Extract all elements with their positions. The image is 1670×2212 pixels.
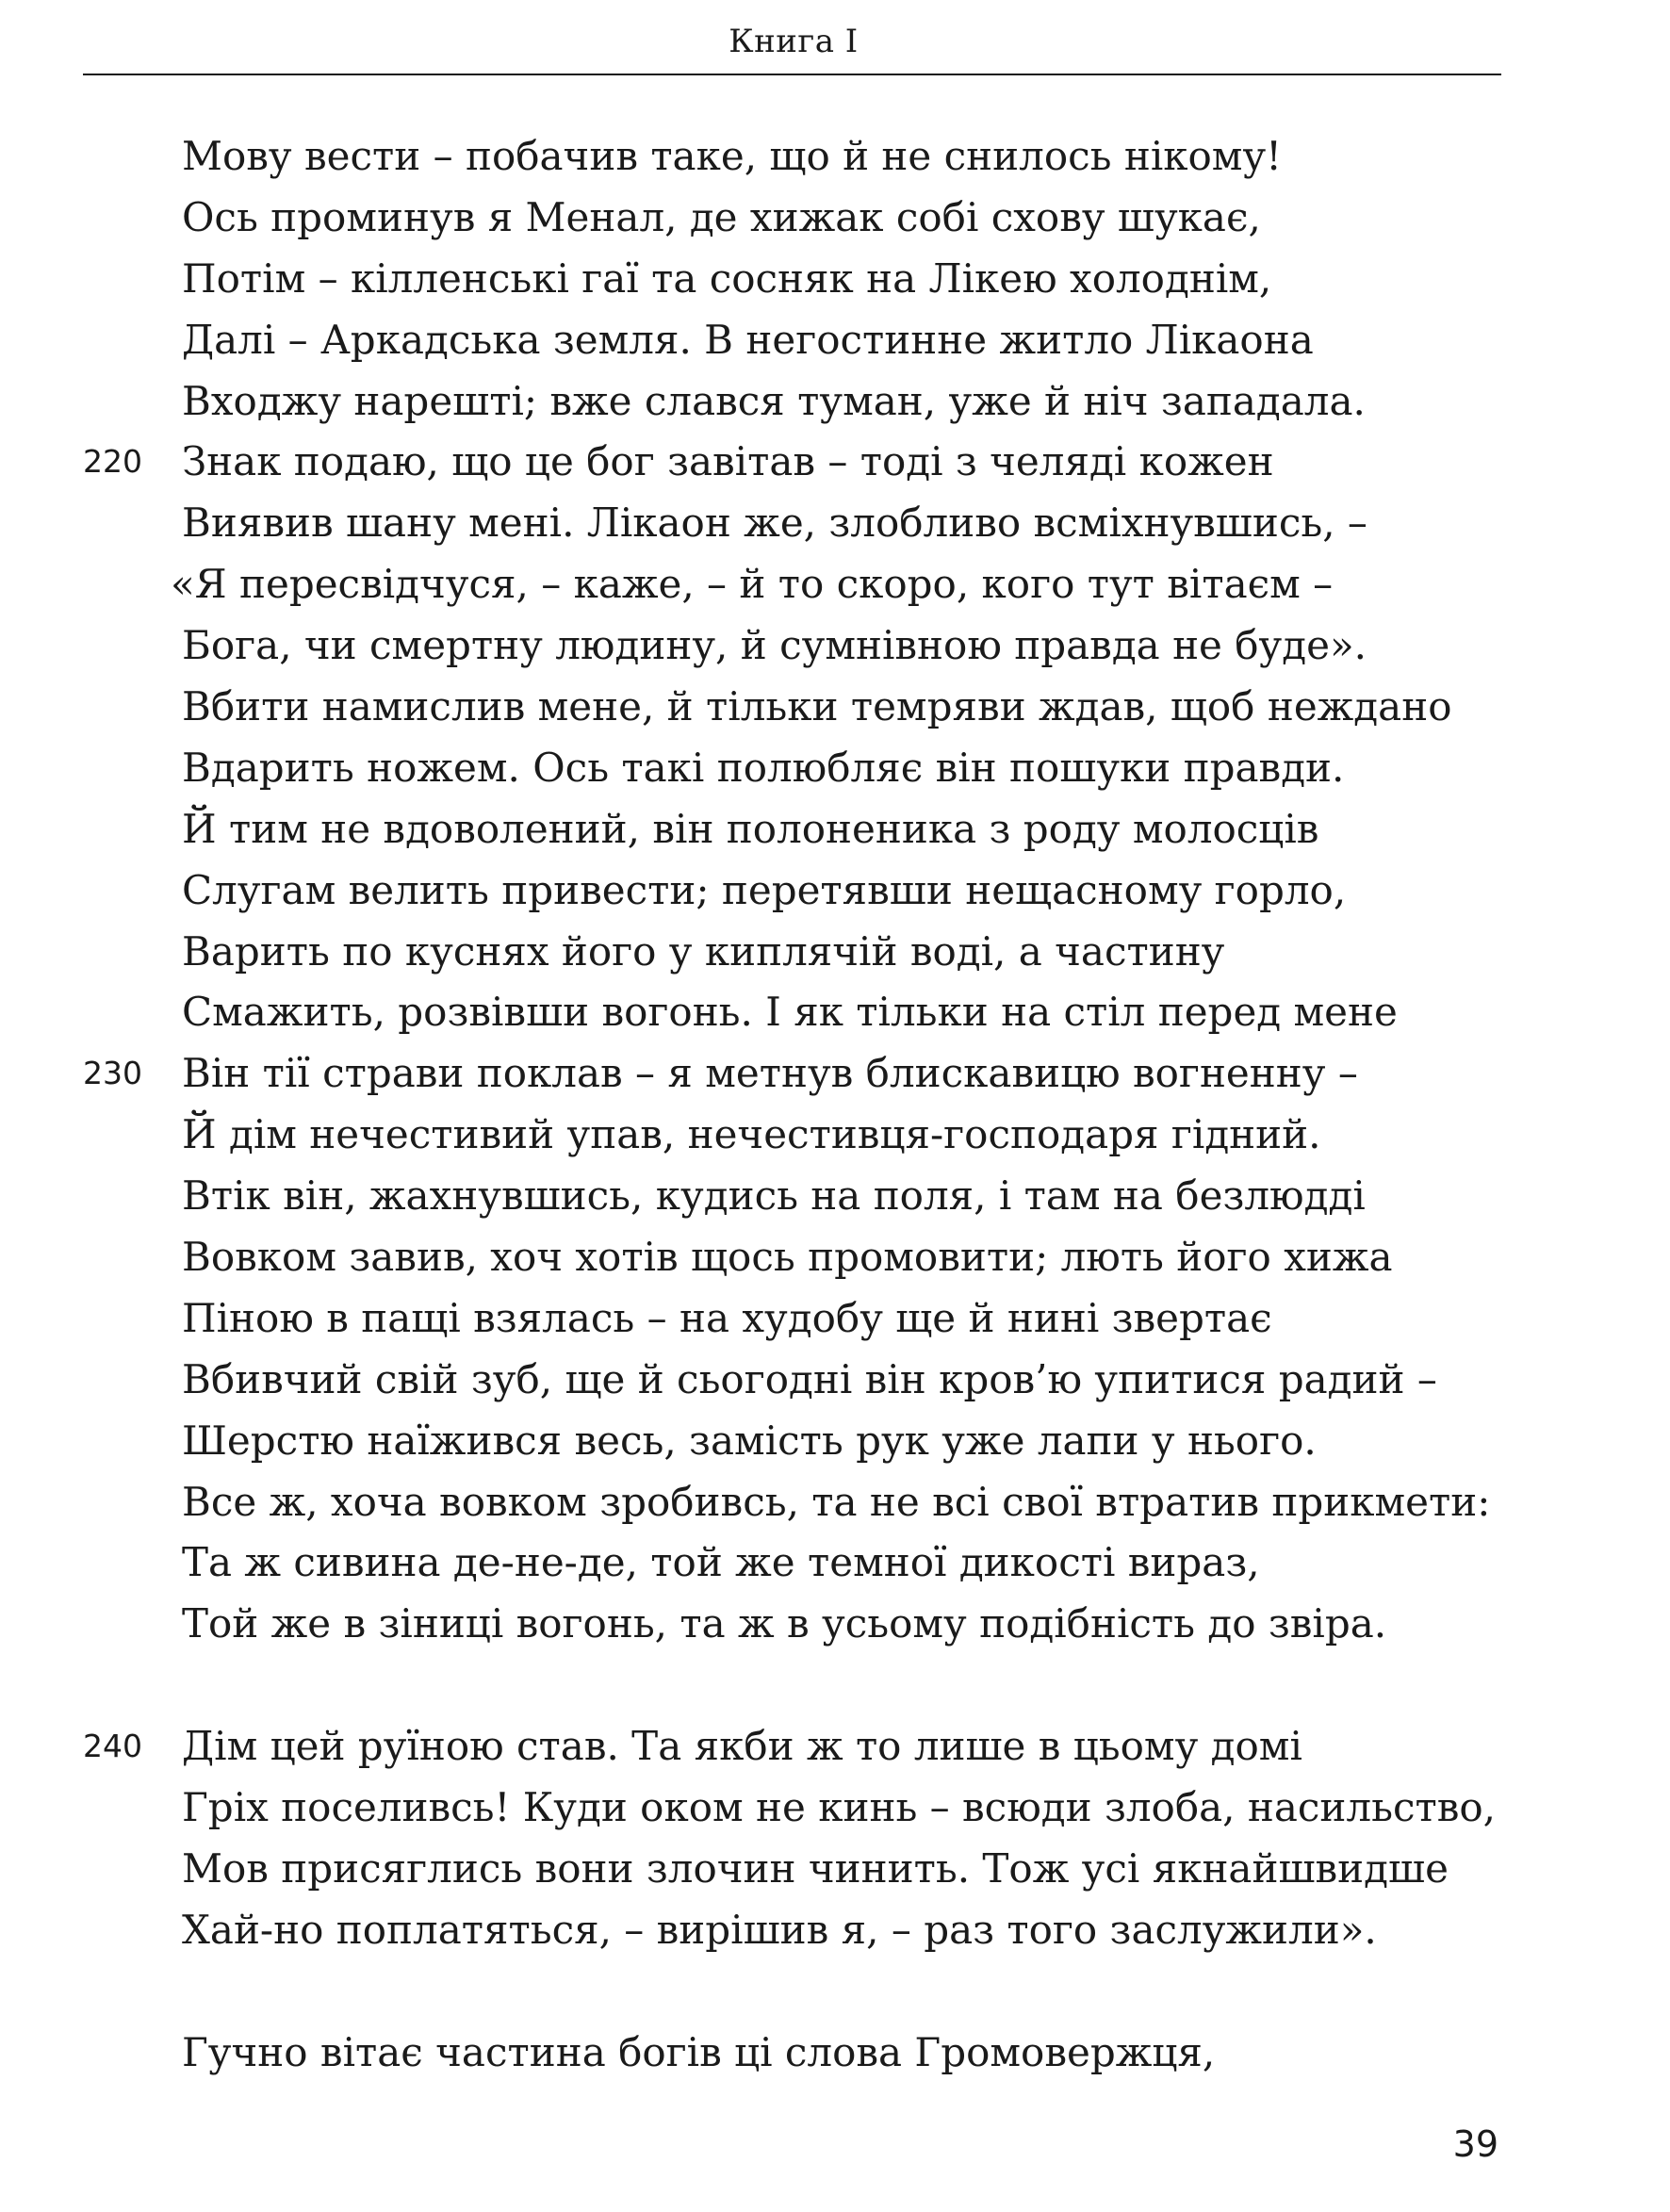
verse-line: Вбити намислив мене, й тільки темряви ждав, щоб неждано [182, 683, 1452, 730]
verse-line: Далі – Аркадська земля. В негостинне житло Лікаона [182, 316, 1314, 363]
verse-line: 220 Знак подаю, що це бог завітав – тоді з челяді кожен [182, 432, 1520, 493]
verse-line: Вдарить ножем. Ось такі полюбляє він пошуки правди. [182, 744, 1345, 791]
verse-line: Бога, чи смертну людину, й сумнівною правда не буде». [182, 622, 1367, 669]
verse-line: Хай-но поплатяться, – вирішив я, – раз того заслужили». [182, 1906, 1377, 1953]
verse-line: Гріх поселивсь! Куди оком не кинь – всюди злоба, насильство, [182, 1784, 1496, 1831]
verse-line: Та ж сивина де-не-де, той же темної дикості вираз, [182, 1539, 1260, 1586]
verse-line: Слугам велить привести; перетявши нещасному горло, [182, 866, 1347, 913]
stanza-break [182, 1961, 1520, 2023]
verse-line: Той же в зіниці вогонь, та ж в усьому подібність до звіра. [182, 1600, 1387, 1647]
verse-line: Варить по куснях його у киплячій воді, а частину [182, 927, 1225, 975]
verse-line: Шерстю наїжився весь, замість рук уже лапи у нього. [182, 1417, 1317, 1464]
verse-line: Входжу нарешті; вже слався туман, уже й ніч западала. [182, 377, 1366, 424]
line-number: 220 [83, 443, 142, 481]
verse-line: Потім – кілленські гаї та сосняк на Лікею холоднім, [182, 254, 1272, 302]
header-rule [83, 74, 1501, 75]
verse-line: Смажить, розвівши вогонь. І як тільки на стіл перед мене [182, 989, 1398, 1036]
verse-line: 230 Він тії страви поклав – я метнув блискавицю вогненну – [182, 1043, 1520, 1105]
verse-line: Й тим не вдоволений, він полоненика з роду молосців [182, 805, 1319, 852]
running-header: Книга I [729, 23, 859, 60]
poem-text [83, 126, 1520, 2084]
verse-line: Мов присяглись вони злочин чинить. Тож усі якнайшвидше [182, 1844, 1449, 1892]
verse-line: Піною в пащі взялась – на худобу ще й нині звертає [182, 1294, 1272, 1341]
verse-line: Й дім нечестивий упав, нечестивця-господаря гідний. [182, 1111, 1321, 1158]
verse-line: Мову вести – побачив таке, що й не снилось нікому! [182, 133, 1283, 179]
line-number: 240 [83, 1728, 142, 1765]
verse-line: Гучно вітає частина богів ці слова Громовержця, [182, 2028, 1216, 2075]
verse-line: Виявив шану мені. Лікаон же, злобливо всміхнувшись, – [182, 500, 1367, 547]
line-number: 230 [83, 1055, 142, 1092]
verse-line: Все ж, хоча вовком зробивсь, та не всі свої втратив прикмети: [182, 1478, 1491, 1525]
verse-line: «Я пересвідчуся, – каже, – й то скоро, кого тут вітаєм – [171, 561, 1334, 608]
verse-line: 240 Дім цей руїною став. Та якби ж то лише в цьому домі [182, 1716, 1520, 1778]
verse-line: Втік він, жахнувшись, кудись на поля, і там на безлюдді [182, 1172, 1366, 1220]
verse-line: Вбивчий свій зуб, ще й сьогодні він кров’ю упитися радий – [182, 1355, 1437, 1402]
stanza-break [182, 1655, 1520, 1716]
verse-line: Ось проминув я Менал, де хижак собі схову шукає, [182, 193, 1261, 240]
page-number: 39 [1452, 2123, 1498, 2165]
verse-line: Вовком завив, хоч хотів щось промовити; лють його хижа [182, 1234, 1393, 1281]
